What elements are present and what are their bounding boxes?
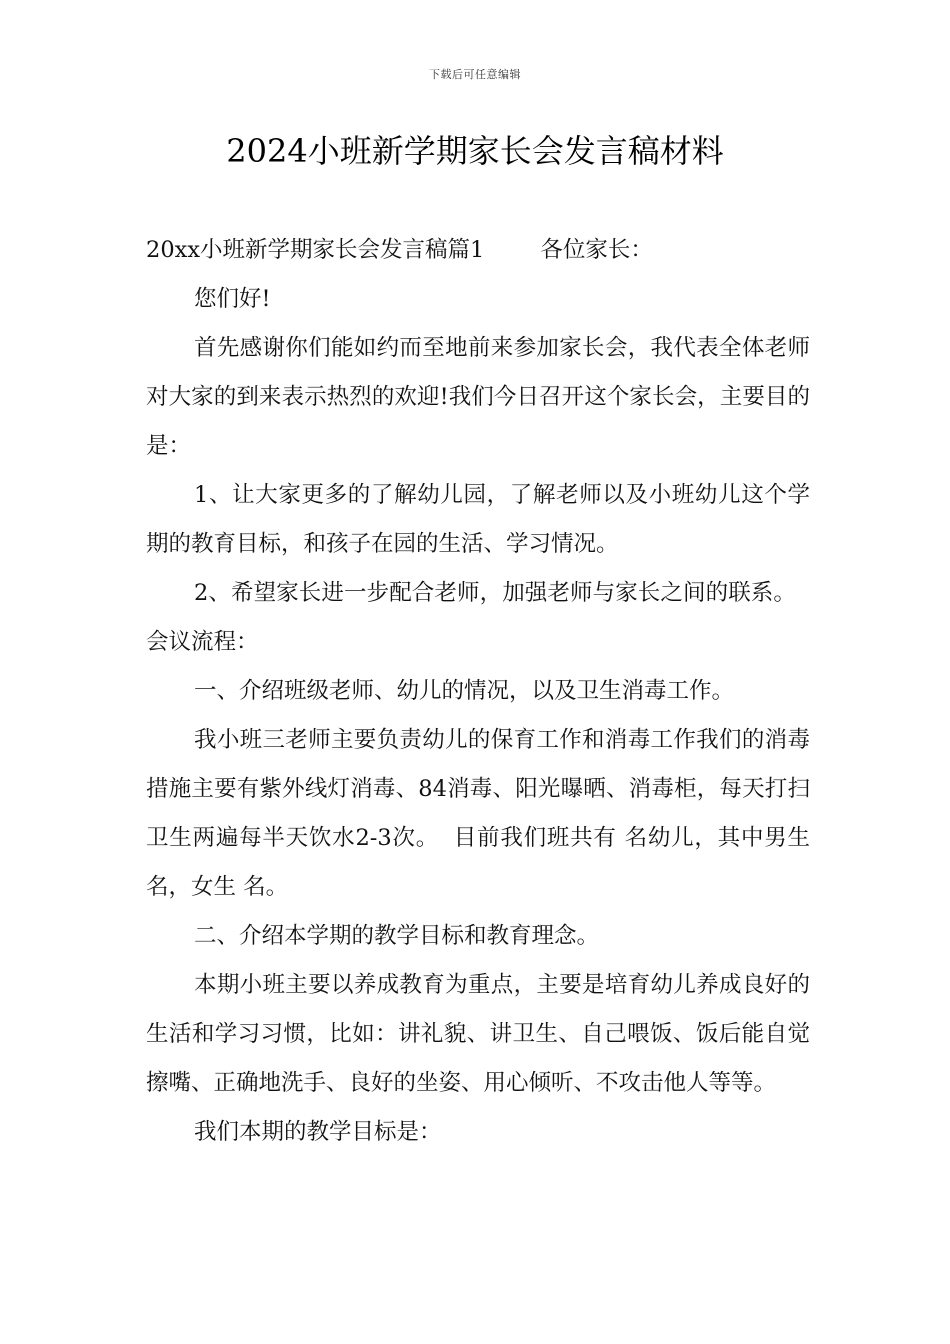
hygiene-text: 我小班三老师主要负责幼儿的保育工作和消毒工作我们的消毒措施主要有紫外线灯消毒、84消毒、阳光曝晒、消毒柜，每天打扫卫生两遍每半天饮水2-3次。 bbox=[146, 727, 810, 851]
greeting: 您们好! bbox=[194, 286, 271, 312]
header-note: 下载后可任意编辑 bbox=[429, 68, 521, 81]
section-heading-line bbox=[146, 226, 810, 275]
paragraph-purpose-2 bbox=[146, 569, 810, 667]
paragraph-education-focus: 本期小班主要以养成教育为重点，主要是培育幼儿养成良好的生活和学习习惯，比如：讲礼貌、讲卫生、自己喂饭、饭后能自觉擦嘴、正确地洗手、良好的坐姿、用心倾听、不攻击他人等等。 bbox=[146, 972, 810, 1096]
agenda-item-1: 一、介绍班级老师、幼儿的情况，以及卫生消毒工作。 bbox=[194, 678, 735, 704]
document-title: 2024小班新学期家长会发言稿材料 bbox=[226, 132, 724, 170]
paragraph-purpose-1: 1、让大家更多的了解幼儿园，了解老师以及小班幼儿这个学期的教育目标，和孩子在园的生活、学习情况。 bbox=[146, 482, 810, 557]
paragraph-hygiene bbox=[146, 716, 810, 912]
document-body bbox=[146, 226, 810, 1157]
salutation: 各位家长： bbox=[540, 237, 653, 263]
section-heading: 20xx小班新学期家长会发言稿篇1 bbox=[146, 237, 485, 263]
paragraph-intro: 首先感谢你们能如约而至地前来参加家长会，我代表全体老师对大家的到来表示热烈的欢迎!我们今日召开这个家长会，主要目的是： bbox=[146, 335, 810, 459]
class-size-text: 目前我们班共有 名幼儿，其中男生 名，女生 名。 bbox=[146, 825, 811, 900]
paragraph-teaching-goals: 我们本期的教学目标是： bbox=[194, 1119, 442, 1145]
purpose-2-text: 2、希望家长进一步配合老师，加强老师与家长之间的联系。 bbox=[194, 580, 796, 606]
meeting-agenda-label: 会议流程： bbox=[146, 629, 259, 655]
agenda-item-2: 二、介绍本学期的教学目标和教育理念。 bbox=[194, 923, 600, 949]
